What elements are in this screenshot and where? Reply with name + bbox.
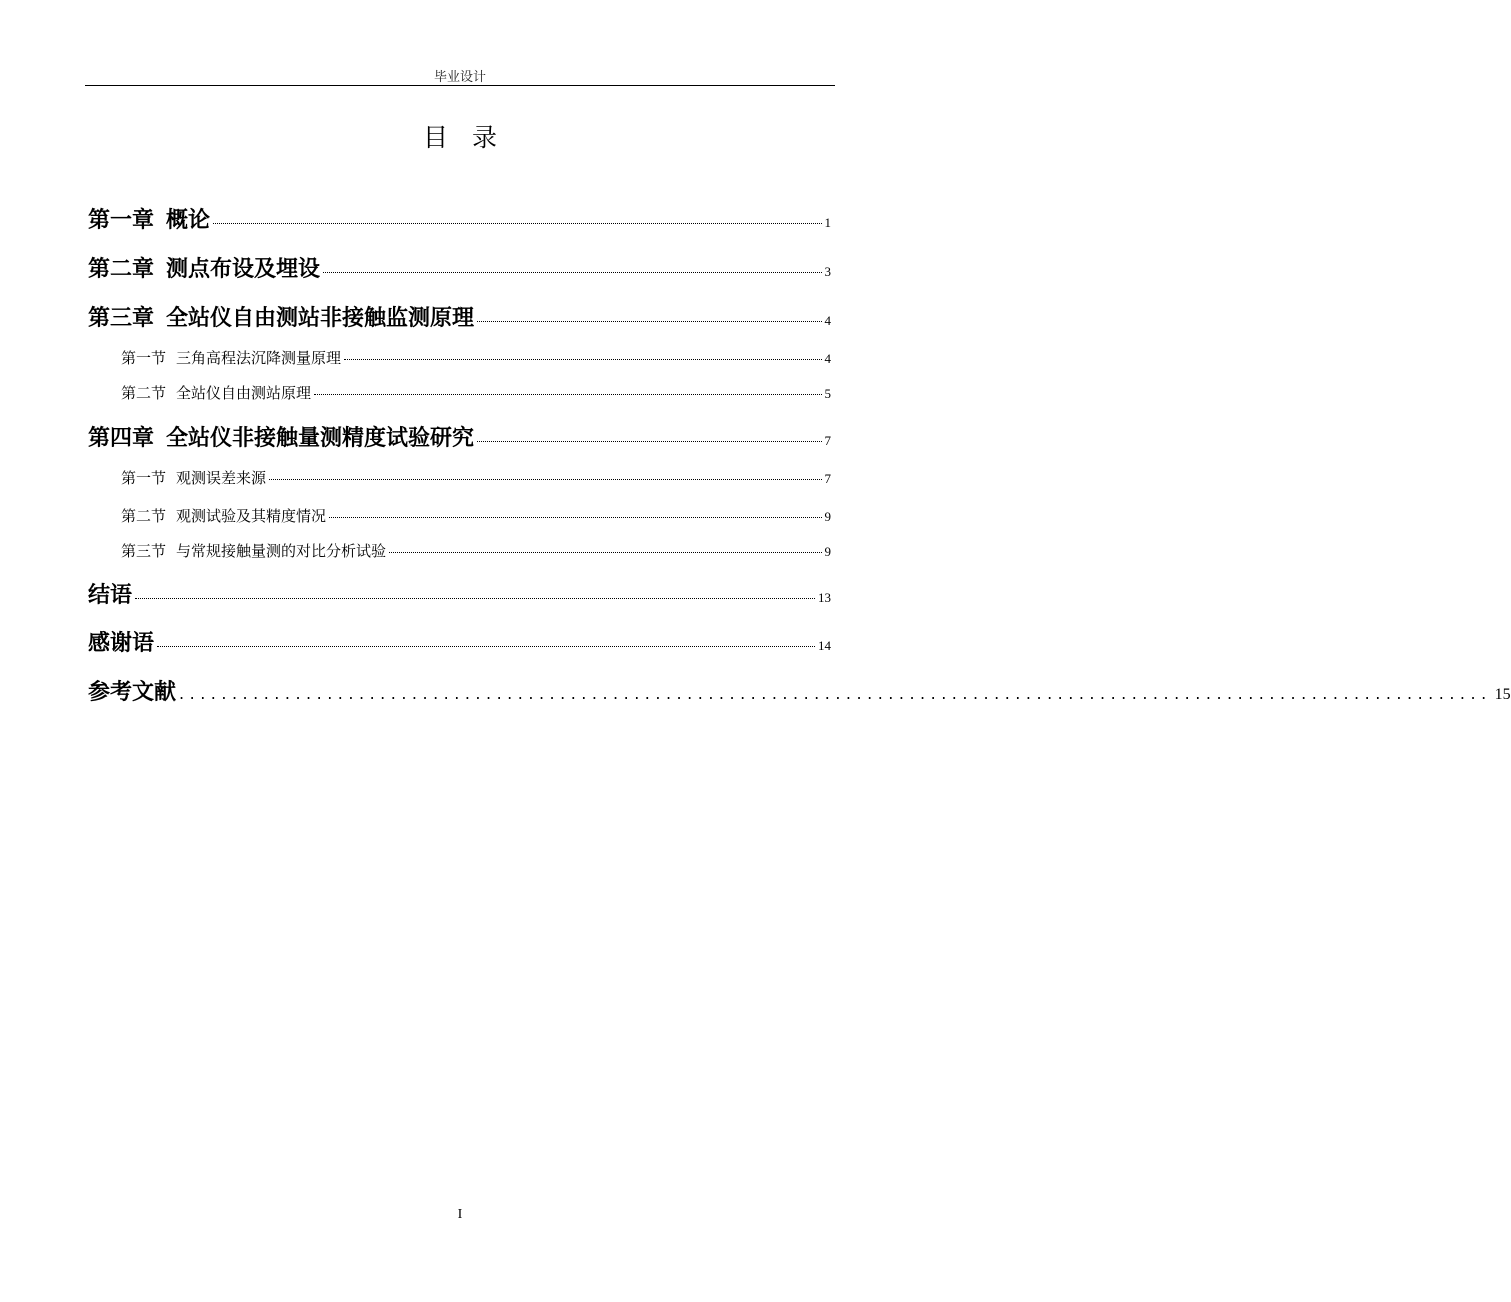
toc-leader-dots xyxy=(269,479,821,480)
toc-entry-title: 观测试验及其精度情况 xyxy=(176,507,327,525)
toc-entry[interactable] xyxy=(88,578,831,609)
toc-entry-page: 7 xyxy=(824,471,831,486)
toc-entry-page: 4 xyxy=(824,351,831,366)
toc-entry-label: 第三节 xyxy=(121,542,167,560)
toc-entry-page: 7 xyxy=(824,433,831,448)
toc-leader-dots xyxy=(213,223,821,224)
toc-entry-page: 14 xyxy=(818,638,831,653)
toc-entry-title: 三角高程法沉降测量原理 xyxy=(176,349,342,367)
toc-entry[interactable] xyxy=(88,626,831,657)
toc-entry-title: 结语 xyxy=(88,583,133,608)
toc-entry-label: 第一节 xyxy=(121,469,167,487)
toc-entry-title: 与常规接触量测的对比分析试验 xyxy=(176,542,387,560)
toc-entry[interactable] xyxy=(88,301,831,332)
toc-entry-page: 15 xyxy=(1494,686,1511,703)
toc-leader-dots xyxy=(323,272,821,273)
toc-leader-dots xyxy=(477,441,821,442)
toc-leader-dots xyxy=(314,394,821,395)
toc-entry-label: 第二节 xyxy=(121,507,167,525)
toc-entry[interactable] xyxy=(121,382,831,403)
toc-entry-title: 概论 xyxy=(166,208,211,233)
toc-entry[interactable] xyxy=(121,540,831,561)
toc-leader-dots xyxy=(135,598,815,599)
toc-entry-page: 5 xyxy=(824,386,831,401)
toc-entry-label: 第一节 xyxy=(121,349,167,367)
toc-entry-title: 全站仪自由测站非接触监测原理 xyxy=(166,306,475,331)
toc-entry-label: 第一章 xyxy=(88,208,155,233)
toc-entry-label: 第二节 xyxy=(121,384,167,402)
toc-leader-dots: ............................................................................................................................ xyxy=(179,684,1492,703)
toc-entry-page: 3 xyxy=(824,264,831,279)
toc-entry[interactable] xyxy=(88,252,831,283)
toc-entry-title: 测点布设及埋设 xyxy=(166,257,321,282)
toc-leader-dots xyxy=(157,646,815,647)
toc-title: 目录 xyxy=(422,123,521,152)
toc-entry-title: 全站仪自由测站原理 xyxy=(176,384,312,402)
toc-entry-title: 感谢语 xyxy=(88,631,155,656)
toc-leader-dots xyxy=(344,359,821,360)
toc-entry-label: 第四章 xyxy=(88,426,155,451)
toc-leader-dots xyxy=(477,321,821,322)
toc-entry-page: 13 xyxy=(818,590,831,605)
toc-entry[interactable] xyxy=(88,203,831,234)
running-header: 毕业设计 xyxy=(433,70,486,85)
toc-entry[interactable] xyxy=(88,421,831,452)
toc-entry-title: 参考文献 xyxy=(88,680,177,705)
toc-entry-label: 第二章 xyxy=(88,257,155,282)
toc-entry[interactable] xyxy=(88,675,1511,706)
header-rule xyxy=(85,85,835,86)
toc-entry-title: 全站仪非接触量测精度试验研究 xyxy=(166,426,475,451)
toc-entry-page: 4 xyxy=(824,313,831,328)
toc-entry-title: 观测误差来源 xyxy=(176,469,267,487)
toc-entry-label: 第三章 xyxy=(88,306,155,331)
toc-entry-page: 9 xyxy=(824,509,831,524)
toc-entry[interactable] xyxy=(121,505,831,526)
toc-entry[interactable] xyxy=(121,467,831,488)
toc-leader-dots xyxy=(329,517,821,518)
toc-entry-page: 9 xyxy=(824,544,831,559)
toc-entry[interactable] xyxy=(121,347,831,368)
toc-leader-dots xyxy=(389,552,821,553)
page-number: I xyxy=(457,1207,463,1222)
toc-entry-page: 1 xyxy=(824,215,831,230)
